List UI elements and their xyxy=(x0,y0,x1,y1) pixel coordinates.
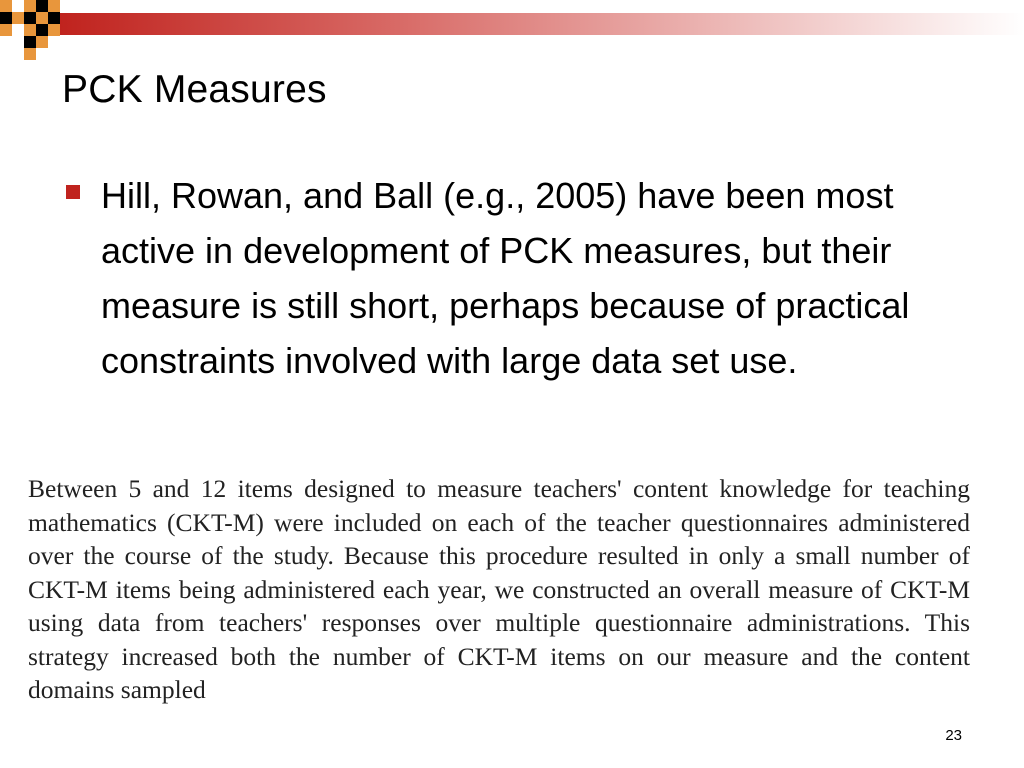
excerpt-text: Between 5 and 12 items designed to measure teachers' content knowledge for teaching mathematics (CKT-M) were included on each of the teacher questionnaires administered over the course of the study. Because this procedure resulted in only a small number of CKT-M items being administered each year, we constructed an overall measure of CKT-M using data from teachers' responses over multiple questionnaire administrations. This strategy increased both the number of CKT-M items on our measure and the content domains sampled xyxy=(28,474,970,704)
checkered-corner-icon xyxy=(0,0,60,60)
bullet-text: Hill, Rowan, and Ball (e.g., 2005) have been most active in development of PCK measures, but their measure is still short, perhaps because of practical constraints involved with large data set use. xyxy=(101,175,910,381)
slide-number: 23 xyxy=(945,727,962,744)
header-gradient-bar xyxy=(60,13,1024,35)
excerpt-image xyxy=(28,470,978,704)
square-bullet-icon xyxy=(66,185,80,199)
slide-title: PCK Measures xyxy=(62,68,327,111)
header-decoration xyxy=(0,0,1024,70)
